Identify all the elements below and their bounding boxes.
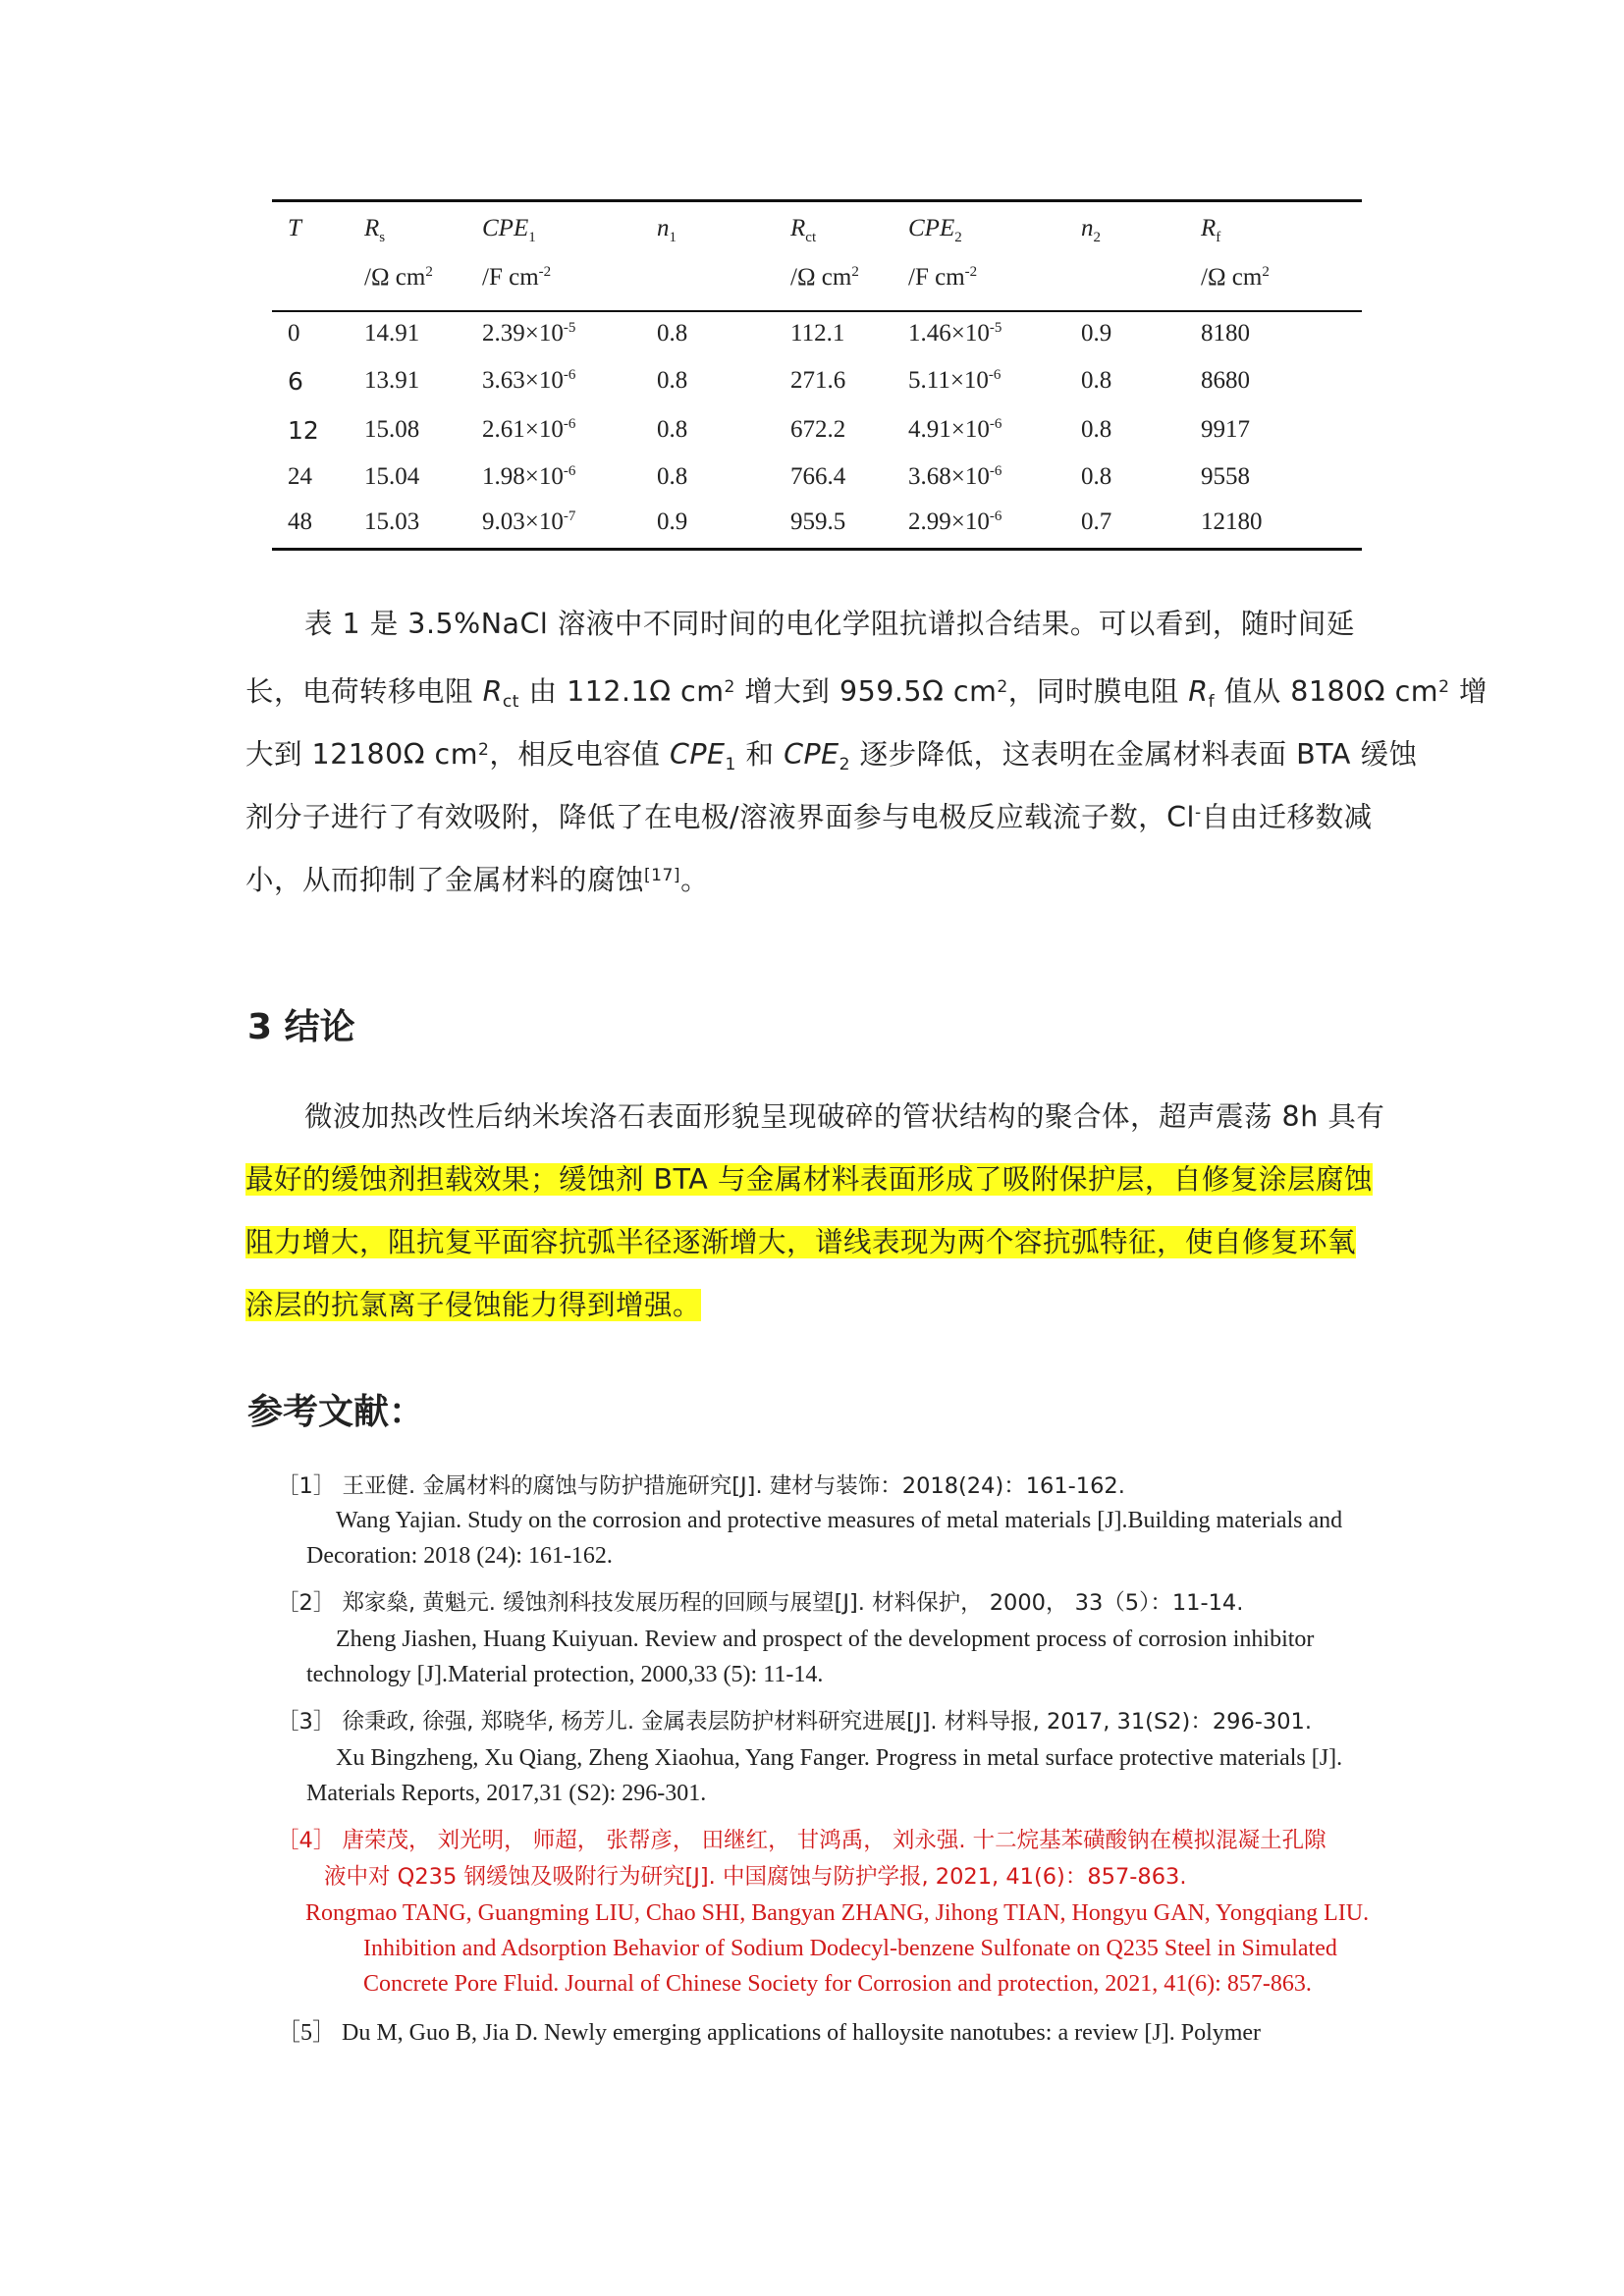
header-Rct: $R_{ct}$ xyxy=(790,215,817,245)
cell-Rs: 15.03 xyxy=(364,508,420,535)
cell-CPE2: $2.99\times 10^{-6}$ xyxy=(908,508,1002,535)
unit-Rf: /Ω $cm^2$ xyxy=(1201,264,1270,291)
conclusion-line1: 微波加热改性后纳米埃洛石表面形貌呈现破碎的管状结构的聚合体，超声震荡 8h 具有 xyxy=(304,1100,1385,1133)
cell-T: 12 xyxy=(288,416,319,445)
cell-CPE1: $3.63\times 10^{-6}$ xyxy=(482,367,576,394)
reference-3 xyxy=(277,1704,1396,1811)
reference-zh-cont: 液中对 Q235 钢缓蚀及吸附行为研究[J]. 中国腐蚀与防护学报, 2021, 41(6)：857-863. xyxy=(324,1864,1187,1890)
table-bottom-rule xyxy=(272,548,1362,551)
cell-CPE2: $3.68\times 10^{-6}$ xyxy=(908,463,1002,490)
conclusion-paragraph xyxy=(245,1086,1390,1337)
cell-T: 24 xyxy=(288,463,312,490)
header-CPE1: $CPE_1$ xyxy=(482,215,536,245)
cell-Rf: 8180 xyxy=(1201,320,1250,347)
reference-en: Wang Yajian. Study on the corrosion and protective measures of metal materials [J].Building materials and Decoration: 2018 (24): 161-162. xyxy=(306,1508,1343,1569)
cell-CPE1: $2.61\times 10^{-6}$ xyxy=(482,416,576,443)
cell-Rf: 8680 xyxy=(1201,367,1250,394)
unit-Rs: /Ω $cm^2$ xyxy=(364,264,433,291)
cell-T: 0 xyxy=(288,320,300,347)
cell-Rct: 112.1 xyxy=(790,320,845,347)
header-T: T xyxy=(288,215,301,241)
conclusion-line3 xyxy=(245,1211,1390,1274)
reference-list xyxy=(277,1468,1396,2062)
reference-4 xyxy=(277,1823,1396,2002)
cell-Rs: 15.08 xyxy=(364,416,420,443)
section-3-title: 3 结论 xyxy=(247,1007,355,1047)
reference-1 xyxy=(277,1468,1396,1574)
cell-Rct: 271.6 xyxy=(790,367,846,394)
cell-n1: 0.8 xyxy=(657,320,688,347)
unit-CPE2: /F $cm^{-2}$ xyxy=(908,264,978,291)
para1-line2: 长，电荷转移电阻 $R_{ct}$ 由 112.1Ω $cm^2$ 增大到 959.5Ω $cm^2$，同时膜电阻 $R_f$ 值从 8180Ω $cm^2$ 增 xyxy=(245,675,1489,712)
reference-zh: ［2］ 郑家燊, 黄魁元. 缓蚀剂科技发展历程的回顾与展望[J]. 材料保护， 2000， 33（5）：11-14. xyxy=(277,1590,1244,1616)
references-title: 参考文献： xyxy=(247,1392,425,1432)
cell-n2: 0.8 xyxy=(1081,416,1112,443)
cell-T: 48 xyxy=(288,508,312,535)
reference-en: ［5］ Du M, Guo B, Jia D. Newly emerging applications of halloysite nanotubes: a review [J]. Polymer xyxy=(277,2020,1262,2046)
cell-Rf: 12180 xyxy=(1201,508,1263,535)
reference-zh: ［3］ 徐秉政, 徐强, 郑晓华, 杨芳儿. 金属表层防护材料研究进展[J]. 材料导报, 2017, 31(S2)：296-301. xyxy=(277,1709,1312,1735)
header-n1: $n_1$ xyxy=(657,215,677,245)
header-Rf: $R_f$ xyxy=(1201,215,1221,245)
highlight-span: 涂层的抗氯离子侵蚀能力得到增强。 xyxy=(245,1289,702,1321)
reference-zh: ［1］ 王亚健. 金属材料的腐蚀与防护措施研究[J]. 建材与装饰：2018(24)：161-162. xyxy=(277,1473,1125,1499)
cell-CPE1: $2.39\times 10^{-5}$ xyxy=(482,320,576,347)
reference-en: Rongmao TANG, Guangming LIU, Chao SHI, Bangyan ZHANG, Jihong TIAN, Hongyu GAN, Yongqiang LIU. Inhibition and Adsorption Behavior of Sodium Dodecyl-benzene Sulfonate on Q235 Steel in Simulated Concrete Pore Fluid. Journal of Chinese Society for Corrosion and protection, 2021, 41(6): 857-863. xyxy=(305,1900,1370,1997)
cell-T: 6 xyxy=(288,367,303,396)
cell-Rs: 15.04 xyxy=(364,463,420,490)
table-header-rule xyxy=(272,310,1362,312)
cell-CPE1: $1.98\times 10^{-6}$ xyxy=(482,463,576,490)
para1-line3: 大到 12180Ω $cm^2$，相反电容值 $CPE_1$ 和 $CPE_2$ 逐步降低，这表明在金属材料表面 BTA 缓蚀 xyxy=(245,738,1418,774)
table-top-rule xyxy=(272,199,1362,202)
reference-zh: ［4］ 唐荣茂， 刘光明， 师超， 张帮彦， 田继红， 甘鸿禹， 刘永强. 十二烷基苯磺酸钠在模拟混凝土孔隙 xyxy=(277,1828,1326,1853)
cell-n1: 0.9 xyxy=(657,508,688,535)
unit-CPE1: /F $cm^{-2}$ xyxy=(482,264,552,291)
cell-n2: 0.8 xyxy=(1081,367,1112,394)
cell-n2: 0.7 xyxy=(1081,508,1112,535)
conclusion-line2 xyxy=(245,1148,1390,1211)
cell-n2: 0.8 xyxy=(1081,463,1112,490)
cell-CPE2: $1.46\times 10^{-5}$ xyxy=(908,320,1002,347)
header-CPE2: $CPE_2$ xyxy=(908,215,962,245)
para1-line1: 表 1 是 3.5%NaCl 溶液中不同时间的电化学阻抗谱拟合结果。可以看到，随时间延 xyxy=(304,608,1355,640)
cell-CPE2: $5.11\times 10^{-6}$ xyxy=(908,367,1001,394)
cell-n1: 0.8 xyxy=(657,367,688,394)
reference-5 xyxy=(277,2015,1396,2051)
header-n2: $n_2$ xyxy=(1081,215,1101,245)
para1-line4: 剂分子进行了有效吸附，降低了在电极/溶液界面参与电极反应载流子数，Cl-自由迁移数减 xyxy=(245,801,1373,833)
reference-en: Zheng Jiashen, Huang Kuiyuan. Review and prospect of the development process of corrosion inhibitor technology [J].Material protection, 2000,33 (5): 11-14. xyxy=(306,1627,1315,1687)
cell-Rf: 9558 xyxy=(1201,463,1250,490)
header-Rs: $R_s$ xyxy=(364,215,386,245)
eis-discussion-paragraph xyxy=(245,593,1489,907)
cell-Rs: 14.91 xyxy=(364,320,420,347)
cell-n1: 0.8 xyxy=(657,463,688,490)
unit-Rct: /Ω $cm^2$ xyxy=(790,264,859,291)
reference-en: Xu Bingzheng, Xu Qiang, Zheng Xiaohua, Yang Fanger. Progress in metal surface protective materials [J]. Materials Reports, 2017,31 (S2): 296-301. xyxy=(306,1745,1343,1806)
highlight-span: 阻力增大，阻抗复平面容抗弧半径逐渐增大，谱线表现为两个容抗弧特征，使自修复环氧 xyxy=(245,1226,1357,1258)
reference-2 xyxy=(277,1585,1396,1692)
cell-Rs: 13.91 xyxy=(364,367,420,394)
cell-Rct: 959.5 xyxy=(790,508,846,535)
cell-Rct: 766.4 xyxy=(790,463,846,490)
conclusion-line4 xyxy=(245,1274,1390,1337)
cell-Rct: 672.2 xyxy=(790,416,846,443)
para1-line5: 小，从而抑制了金属材料的腐蚀[17]。 xyxy=(245,864,710,896)
highlight-span: 最好的缓蚀剂担载效果；缓蚀剂 BTA 与金属材料表面形成了吸附保护层，自修复涂层腐蚀 xyxy=(245,1163,1373,1196)
cell-CPE1: $9.03\times 10^{-7}$ xyxy=(482,508,576,535)
cell-Rf: 9917 xyxy=(1201,416,1250,443)
cell-n1: 0.8 xyxy=(657,416,688,443)
cell-n2: 0.9 xyxy=(1081,320,1112,347)
cell-CPE2: $4.91\times 10^{-6}$ xyxy=(908,416,1002,443)
